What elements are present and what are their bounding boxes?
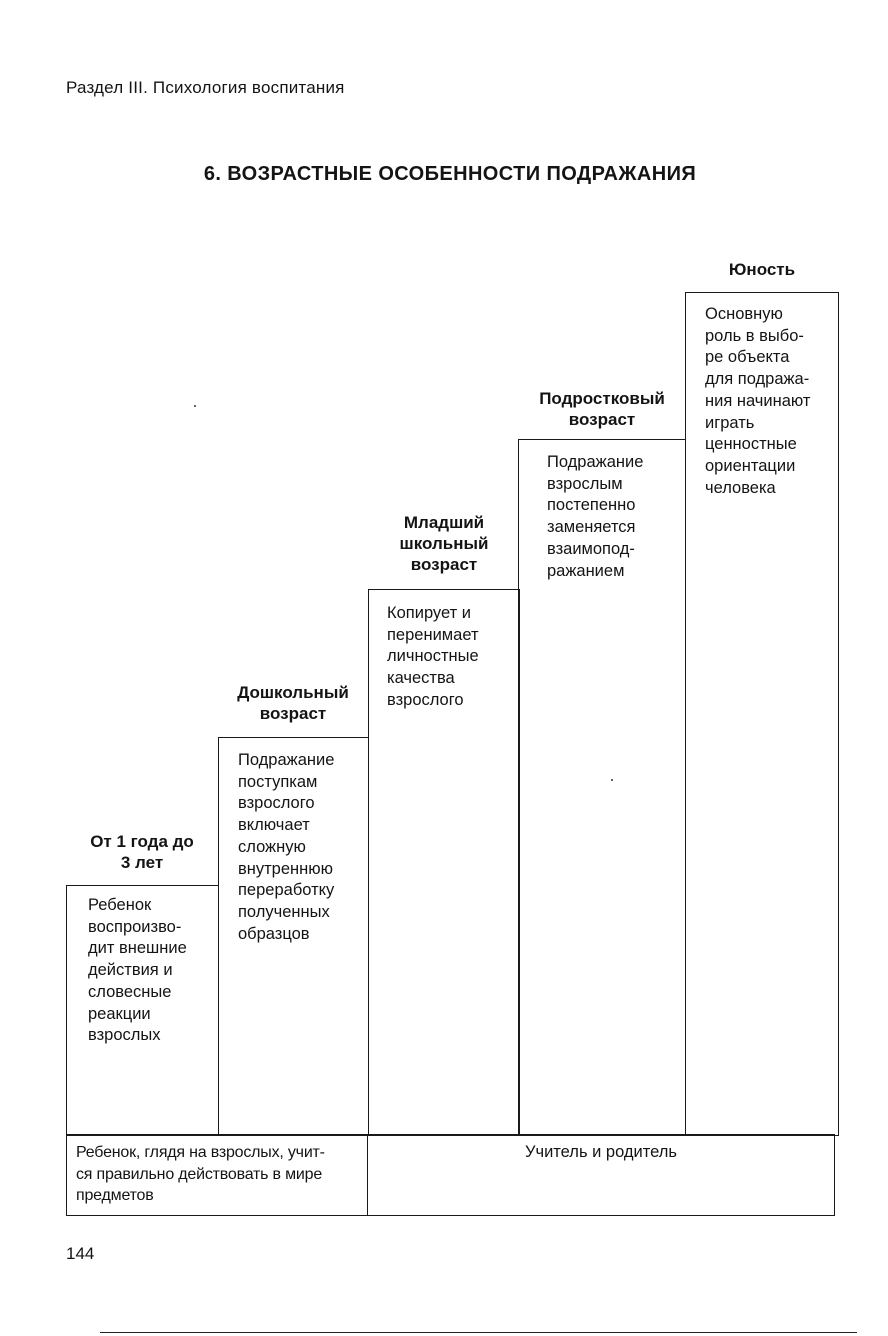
text-line: Подражание xyxy=(238,751,335,769)
text-line: ре объекта xyxy=(705,348,790,367)
text-line: Копирует и xyxy=(387,604,471,622)
text-line: качества xyxy=(387,669,455,688)
text-line: внутреннюю xyxy=(238,859,334,878)
text-line: взрослого xyxy=(238,794,315,813)
text-line: включает xyxy=(238,816,310,835)
label-line: возраст xyxy=(259,704,327,723)
page-title: 6. ВОЗРАСТНЫЕ ОСОБЕННОСТИ ПОДРАЖАНИЯ xyxy=(203,163,697,185)
scan-speck xyxy=(194,405,196,407)
text-line: полученных xyxy=(238,902,330,921)
text-line: ся правильно действовать в мире xyxy=(76,1165,323,1183)
text-line: роль в выбо- xyxy=(705,326,804,345)
text-line: Ребенок, глядя на взрослых, учит- xyxy=(76,1144,325,1161)
label-line: возраст xyxy=(568,410,636,429)
stage-text-adolescence xyxy=(547,452,643,582)
text-line: для подража- xyxy=(705,370,810,389)
text-line: постепенно xyxy=(547,496,636,515)
text-line: заменяется xyxy=(547,518,636,537)
stage-text-youth xyxy=(705,304,810,499)
stage-text-preschool xyxy=(238,750,334,945)
text-line: человека xyxy=(705,478,776,497)
text-line: Ребенок xyxy=(88,896,152,914)
text-line: переработку xyxy=(238,881,335,900)
stage-label-adolescence xyxy=(518,388,686,430)
text-line: дит внешние xyxy=(88,939,187,958)
label-line: Подростковый xyxy=(539,389,665,408)
text-line: взаимопод- xyxy=(547,539,635,558)
text-line: ориентации xyxy=(705,456,796,475)
stage-label-toddler xyxy=(66,831,218,873)
text-line: воспроизво- xyxy=(88,917,182,936)
stage-label-primary-school xyxy=(368,512,520,575)
stage-label-preschool xyxy=(218,682,368,724)
text-line: личностные xyxy=(387,647,479,666)
label-line: Младший xyxy=(403,513,485,532)
bottom-rule xyxy=(100,1332,857,1333)
text-line: реакции xyxy=(88,1004,151,1023)
text-line: действия и xyxy=(88,961,173,980)
label-line: 3 лет xyxy=(120,853,164,872)
text-line: играть xyxy=(705,413,755,432)
stage-label-youth xyxy=(685,259,839,280)
text-line: словесные xyxy=(88,982,172,1001)
text-line: образцов xyxy=(238,924,310,943)
text-line: взрослого xyxy=(387,690,464,709)
stage-text-primary-school xyxy=(387,603,479,712)
text-line: Основную xyxy=(705,305,783,323)
text-line: ценностные xyxy=(705,435,797,454)
label-line: Дошкольный xyxy=(237,683,349,702)
label-line: школьный xyxy=(399,534,489,553)
text-line: перенимает xyxy=(387,625,479,644)
page-number: 144 xyxy=(66,1244,95,1263)
text-line: ражанием xyxy=(547,561,625,580)
text-line: Подражание xyxy=(547,453,644,471)
running-header: Раздел III. Психология воспитания xyxy=(66,78,345,97)
scan-speck xyxy=(611,779,613,781)
bottom-text-early xyxy=(76,1142,325,1207)
label-line: От 1 года до xyxy=(90,832,194,851)
stage-text-toddler xyxy=(88,895,187,1047)
text-line: взрослым xyxy=(547,474,623,493)
text-line: взрослых xyxy=(88,1026,161,1045)
label-line: Юность xyxy=(728,260,796,279)
text-line: поступкам xyxy=(238,772,318,791)
label-line: возраст xyxy=(410,555,478,574)
text-line: предметов xyxy=(76,1187,154,1204)
text-line: ния начинают xyxy=(705,391,811,410)
bottom-text-later: Учитель и родитель xyxy=(525,1143,677,1161)
text-line: сложную xyxy=(238,837,306,856)
